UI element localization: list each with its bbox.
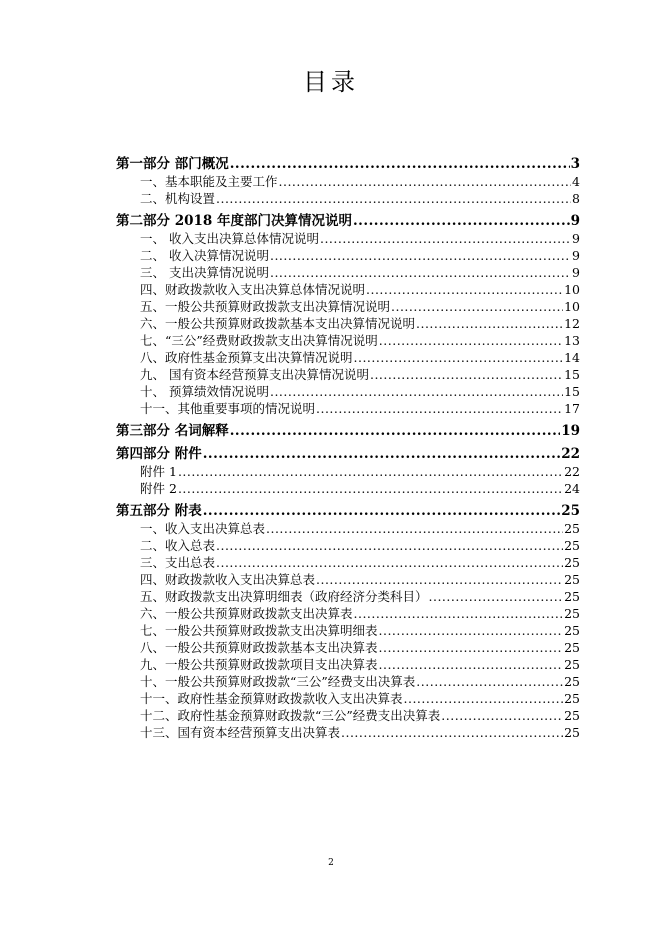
- toc-item-entry[interactable]: [116, 383, 580, 400]
- toc-item-page-number: 25: [564, 572, 580, 587]
- toc-item-label: 四、财政拨款收入支出决算总表: [140, 572, 316, 587]
- toc-item-page-number: 25: [564, 555, 580, 570]
- toc-item-entry[interactable]: [116, 400, 580, 417]
- dot-leader: [216, 537, 563, 554]
- toc-item-page-number: 25: [564, 674, 580, 689]
- toc-item-label: 十、 预算绩效情况说明: [140, 384, 269, 399]
- dot-leader: [266, 520, 563, 537]
- toc-item-label: 十、一般公共预算财政拨款“三公”经费支出决算表: [140, 674, 416, 689]
- dot-leader: [379, 639, 564, 656]
- dot-leader: [354, 605, 564, 622]
- dot-leader: [366, 281, 563, 298]
- toc-item-entry[interactable]: [116, 622, 580, 639]
- dot-leader: [270, 264, 571, 281]
- toc-item-entry[interactable]: [116, 656, 580, 673]
- toc-item-entry[interactable]: [116, 673, 580, 690]
- toc-item-entry[interactable]: [116, 480, 580, 497]
- toc-item-entry[interactable]: [116, 639, 580, 656]
- toc-item-page-number: 25: [564, 538, 580, 553]
- toc-item-page-number: 4: [572, 174, 580, 189]
- toc-item-page-number: 22: [564, 464, 580, 479]
- toc-item-entry[interactable]: [116, 349, 580, 366]
- dot-leader: [341, 724, 563, 741]
- dot-leader: [320, 230, 571, 247]
- toc-item-page-number: 25: [564, 589, 580, 604]
- toc-section-entry[interactable]: [116, 156, 580, 173]
- toc-item-label: 十一、其他重要事项的情况说明: [140, 401, 316, 416]
- toc-item-page-number: 25: [564, 657, 580, 672]
- toc-item-label: 二、机构设置: [140, 191, 216, 206]
- toc-item-label: 五、财政拨款支出决算明细表（政府经济分类科目）: [140, 589, 428, 604]
- toc-item-label: 一、 收入支出决算总体情况说明: [140, 231, 319, 246]
- toc-section-page-number: 19: [561, 423, 580, 439]
- dot-leader: [203, 503, 561, 520]
- toc-item-label: 八、政府性基金预算支出决算情况说明: [140, 350, 353, 365]
- toc-item-entry[interactable]: [116, 190, 580, 207]
- toc-item-label: 二、收入总表: [140, 538, 216, 553]
- toc-item-label: 六、一般公共预算财政拨款支出决算表: [140, 606, 353, 621]
- dot-leader: [370, 366, 563, 383]
- toc-item-page-number: 13: [564, 333, 580, 348]
- toc-item-entry[interactable]: [116, 230, 580, 247]
- toc-item-label: 九、 国有资本经营预算支出决算情况说明: [140, 367, 369, 382]
- toc-item-entry[interactable]: [116, 264, 580, 281]
- toc-item-entry[interactable]: [116, 281, 580, 298]
- dot-leader: [316, 400, 563, 417]
- toc-item-entry[interactable]: [116, 463, 580, 480]
- toc-item-entry[interactable]: [116, 571, 580, 588]
- toc-section-label: 第四部分 附件: [116, 446, 202, 462]
- dot-leader: [416, 315, 563, 332]
- toc-item-label: 五、一般公共预算财政拨款支出决算情况说明: [140, 299, 391, 314]
- dot-leader: [379, 656, 564, 673]
- toc-item-entry[interactable]: [116, 520, 580, 537]
- dot-leader: [391, 298, 563, 315]
- toc-section-page-number: 9: [570, 213, 580, 229]
- dot-leader: [404, 690, 564, 707]
- toc-item-page-number: 9: [572, 248, 580, 263]
- dot-leader: [178, 463, 563, 480]
- toc-item-page-number: 25: [564, 691, 580, 706]
- dot-leader: [379, 622, 564, 639]
- toc-item-page-number: 25: [564, 521, 580, 536]
- toc-item-entry[interactable]: [116, 588, 580, 605]
- toc-section-label: 第一部分 部门概况: [116, 156, 229, 172]
- toc-item-page-number: 17: [564, 401, 580, 416]
- toc-item-label: 一、收入支出决算总表: [140, 521, 266, 536]
- toc-item-entry[interactable]: [116, 173, 580, 190]
- toc-item-page-number: 10: [564, 299, 580, 314]
- toc-item-label: 八、一般公共预算财政拨款基本支出决算表: [140, 640, 378, 655]
- toc-item-page-number: 25: [564, 606, 580, 621]
- toc-item-entry[interactable]: [116, 707, 580, 724]
- toc-section-entry[interactable]: [116, 503, 580, 520]
- toc-item-page-number: 24: [564, 481, 580, 496]
- dot-leader: [230, 156, 570, 173]
- toc-item-label: 三、支出总表: [140, 555, 216, 570]
- toc-item-label: 附件 1: [140, 464, 177, 479]
- toc-item-entry[interactable]: [116, 605, 580, 622]
- page-number: 2: [328, 858, 334, 868]
- toc-item-page-number: 25: [564, 623, 580, 638]
- toc-item-page-number: 25: [564, 640, 580, 655]
- toc-item-entry[interactable]: [116, 332, 580, 349]
- dot-leader: [416, 673, 563, 690]
- dot-leader: [216, 190, 571, 207]
- toc-item-label: 三、 支出决算情况说明: [140, 265, 269, 280]
- dot-leader: [354, 349, 564, 366]
- toc-item-label: 十一、政府性基金预算财政拨款收入支出决算表: [140, 691, 403, 706]
- dot-leader: [203, 446, 561, 463]
- dot-leader: [353, 213, 570, 230]
- toc-item-entry[interactable]: [116, 315, 580, 332]
- dot-leader: [429, 588, 564, 605]
- toc-item-label: 十二、政府性基金预算财政拨款“三公”经费支出决算表: [140, 708, 441, 723]
- page-title: 目录: [303, 68, 359, 96]
- toc-section-page-number: 25: [561, 503, 580, 519]
- toc-item-page-number: 10: [564, 282, 580, 297]
- toc-item-label: 七、“三公”经费财政拨款支出决算情况说明: [140, 333, 378, 348]
- toc-item-page-number: 25: [564, 708, 580, 723]
- toc-item-entry[interactable]: [116, 247, 580, 264]
- toc-item-entry[interactable]: [116, 690, 580, 707]
- toc-item-page-number: 12: [564, 316, 580, 331]
- toc-item-page-number: 9: [572, 231, 580, 246]
- dot-leader: [178, 480, 563, 497]
- toc-section-label: 第三部分 名词解释: [116, 423, 229, 439]
- dot-leader: [316, 571, 563, 588]
- toc-item-page-number: 8: [572, 191, 580, 206]
- toc-section-entry[interactable]: [116, 423, 580, 440]
- toc-section-label: 第五部分 附表: [116, 503, 202, 519]
- toc-item-label: 一、基本职能及主要工作: [140, 174, 278, 189]
- toc-section-page-number: 3: [570, 156, 580, 172]
- dot-leader: [216, 554, 563, 571]
- toc-item-page-number: 9: [572, 265, 580, 280]
- toc-item-label: 四、财政拨款收入支出决算总体情况说明: [140, 282, 366, 297]
- toc-item-entry[interactable]: [116, 537, 580, 554]
- toc-item-label: 十三、国有资本经营预算支出决算表: [140, 725, 341, 740]
- dot-leader: [270, 247, 571, 264]
- toc-item-label: 七、一般公共预算财政拨款支出决算明细表: [140, 623, 378, 638]
- toc-section-entry[interactable]: [116, 213, 580, 230]
- dot-leader: [379, 332, 563, 349]
- toc-item-page-number: 15: [564, 367, 580, 382]
- toc-item-page-number: 25: [564, 725, 580, 740]
- dot-leader: [230, 423, 561, 440]
- toc-item-page-number: 15: [564, 384, 580, 399]
- toc-item-entry[interactable]: [116, 554, 580, 571]
- toc-item-entry[interactable]: [116, 366, 580, 383]
- toc-section-page-number: 22: [561, 446, 580, 462]
- toc-item-label: 二、 收入决算情况说明: [140, 248, 269, 263]
- toc-section-label: 第二部分 2018 年度部门决算情况说明: [116, 213, 352, 229]
- toc-item-page-number: 14: [564, 350, 580, 365]
- table-of-contents: [116, 156, 580, 741]
- dot-leader: [270, 383, 563, 400]
- toc-item-entry[interactable]: [116, 298, 580, 315]
- toc-item-label: 六、一般公共预算财政拨款基本支出决算情况说明: [140, 316, 416, 331]
- toc-item-label: 九、一般公共预算财政拨款项目支出决算表: [140, 657, 378, 672]
- toc-item-label: 附件 2: [140, 481, 177, 496]
- toc-item-entry[interactable]: [116, 724, 580, 741]
- dot-leader: [279, 173, 572, 190]
- dot-leader: [441, 707, 563, 724]
- toc-section-entry[interactable]: [116, 446, 580, 463]
